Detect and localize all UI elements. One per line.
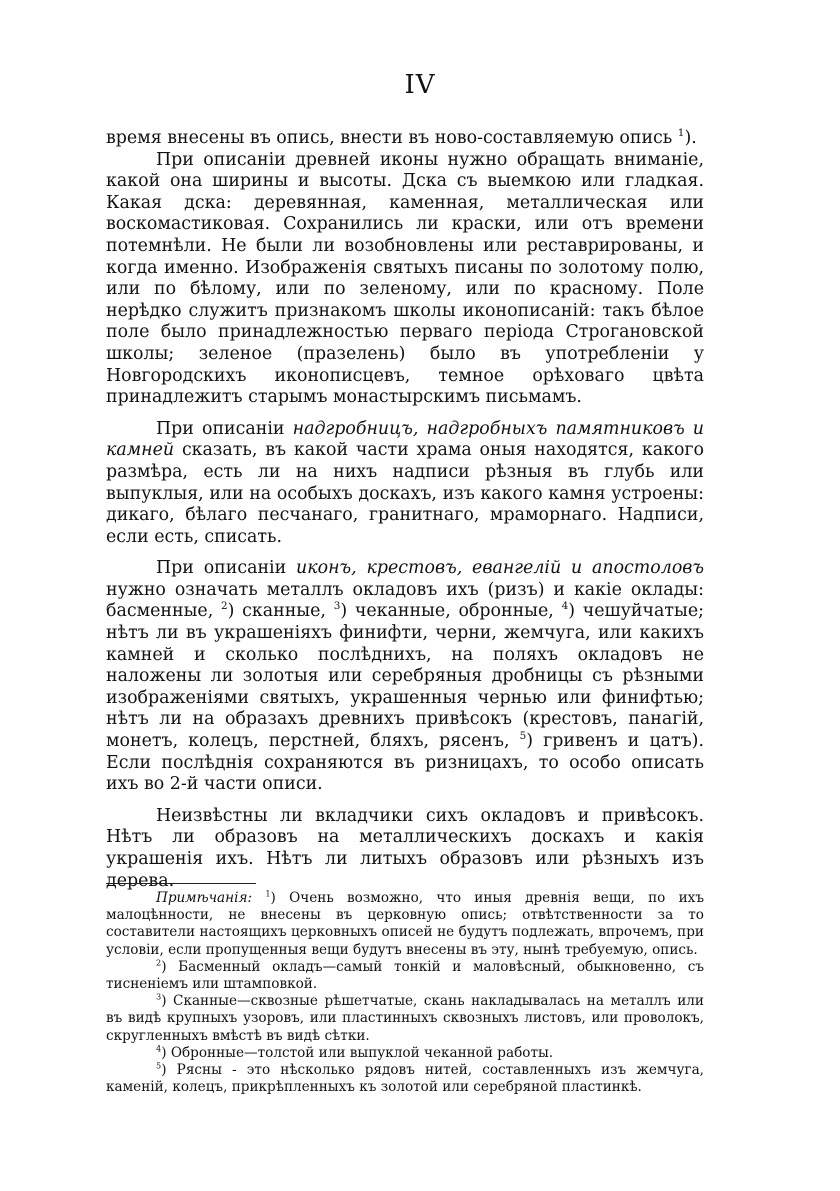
footnote-ref: 1 bbox=[677, 127, 685, 140]
footnote-1 bbox=[106, 890, 704, 959]
italic-term: надгробницъ, надгробныхъ памятниковъ и камней bbox=[106, 418, 704, 461]
footnote-text: ) Рясны - это нѣсколько рядовъ нитей, составленныхъ изъ жемчуга, каменiй, колецъ, прикрѣпленныхъ къ золотой или серебряной пластинкѣ. bbox=[106, 1062, 704, 1096]
paragraph-continuation bbox=[106, 128, 704, 150]
text-span: При описанiи bbox=[156, 558, 297, 579]
footnote-divider bbox=[106, 883, 256, 884]
footnote-ref: 5 bbox=[519, 730, 527, 743]
text-span: нужно означать металлъ окладовъ ихъ (ризъ) и какiе оклады: басменные, bbox=[106, 579, 704, 622]
footnote-2 bbox=[106, 959, 704, 993]
text-span: При описанiи bbox=[156, 418, 293, 439]
text-span: ) чешуйчатые; нѣтъ ли въ украшенiяхъ финифти, черни, жемчуга, или какихъ камней и сколько послѣднихъ, на поляхъ окладовъ не наложены ли золотыя или серебряныя дробницы съ рѣзными изображенiями святыхъ, украшенныя чернью или финифтью; нѣтъ ли на образахъ древнихъ привѣсокъ (крестовъ, панагiй, монетъ, колецъ, перстней, бляхъ, рясенъ, bbox=[106, 601, 704, 752]
paragraph-covers bbox=[106, 558, 704, 796]
footnote-ref: 4 bbox=[561, 600, 569, 613]
notes-label: Примѣчанiя: bbox=[156, 890, 253, 906]
paragraph-icons-description: При описанiи древней иконы нужно обращать вниманiе, какой она ширины и высоты. Дска съ выемкою или гладкая. Какая дска: деревянная, каменная, металлическая или воскомастиковая. Сохранились ли краски, или отъ времени потемнѣли. Не были ли возобновлены или реставрированы, и когда именно. Изображенiя святыхъ писаны по золотому полю, или по бѣлому, или по зеленому, или по красному. Поле нерѣдко служитъ признакомъ школы иконописанiй: такъ бѣлое поле было принадлежностью перваго перiода Строгановской школы; зеленое (празелень) было въ употребленiи у Новгородскихъ иконописцевъ, темное орѣховаго цвѣта принадлежитъ старымъ монастырскимъ письмамъ. bbox=[106, 149, 704, 408]
footnotes bbox=[106, 890, 704, 1096]
italic-term: иконъ, крестовъ, евангелiй и апостоловъ bbox=[296, 558, 705, 579]
text-span: сказать, въ какой части храма оныя находятся, какого размѣра, есть ли на нихъ надписи рѣзныя въ глубь или выпуклыя, или на особыхъ доскахъ, изъ какого камня устроены: дикаго, бѣлаго песчанаго, гранитнаго, мраморнаго. Надписи, если есть, списать. bbox=[106, 440, 704, 547]
footnote-text: ) Обронные—толстой или выпуклой чеканной работы. bbox=[161, 1044, 554, 1061]
footnote-4 bbox=[106, 1045, 704, 1062]
footnote-number: 2 bbox=[156, 957, 162, 968]
text-span: время внесены въ опись, внести въ ново-составляемую опись bbox=[106, 128, 678, 148]
footnote-number: 5 bbox=[156, 1060, 162, 1071]
footnote-number: 1 bbox=[265, 888, 271, 899]
paragraph-tombs bbox=[106, 419, 704, 549]
body-text bbox=[106, 128, 704, 892]
footnote-text: ) Басменный окладъ—самый тонкiй и маловѣсный, обыкновенно, съ тисненiемъ или штамповкой. bbox=[106, 958, 704, 993]
page-number: IV bbox=[404, 70, 436, 100]
footnote-text: ) Очень возможно, что иныя древнiя вещи, по ихъ малоцѣнности, не внесены въ церковную опись; отвѣтственности за то составители настоящихъ церковныхъ описей не будутъ подлежать, впрочемъ, при условiи, если пропущенныя вещи будутъ внесены въ эту, нынѣ требуемую, опись. bbox=[106, 890, 704, 958]
footnote-number: 3 bbox=[156, 991, 162, 1002]
footnote-ref: 3 bbox=[333, 600, 341, 613]
footnote-text: ) Сканные—сквозные рѣшетчатые, скань накладывалась на металлъ или въ видѣ крупныхъ узоровъ, или пластинныхъ сквозныхъ листовъ, или проволокъ, скругленныхъ вмѣстѣ въ видѣ сѣтки. bbox=[106, 993, 704, 1044]
text-span: ). bbox=[684, 128, 697, 148]
footnote-ref: 2 bbox=[220, 600, 228, 613]
text-span: ) чеканные, обронные, bbox=[340, 601, 562, 622]
footnote-number: 4 bbox=[156, 1043, 162, 1054]
text-span: ) сканные, bbox=[227, 601, 334, 622]
footnote-5 bbox=[106, 1062, 704, 1096]
paragraph-donors: Неизвѣстны ли вкладчики сихъ окладовъ и привѣсокъ. Нѣтъ ли образовъ на металлическихъ доскахъ и какiя украшенiя ихъ. Нѣтъ ли литыхъ образовъ или рѣзныхъ изъ дерева. bbox=[106, 805, 704, 891]
footnote-3 bbox=[106, 993, 704, 1045]
text-span: ) гривенъ и цатъ). Если послѣднiя сохраняются въ ризницахъ, то особо описать ихъ во 2-й части описи. bbox=[106, 731, 704, 795]
